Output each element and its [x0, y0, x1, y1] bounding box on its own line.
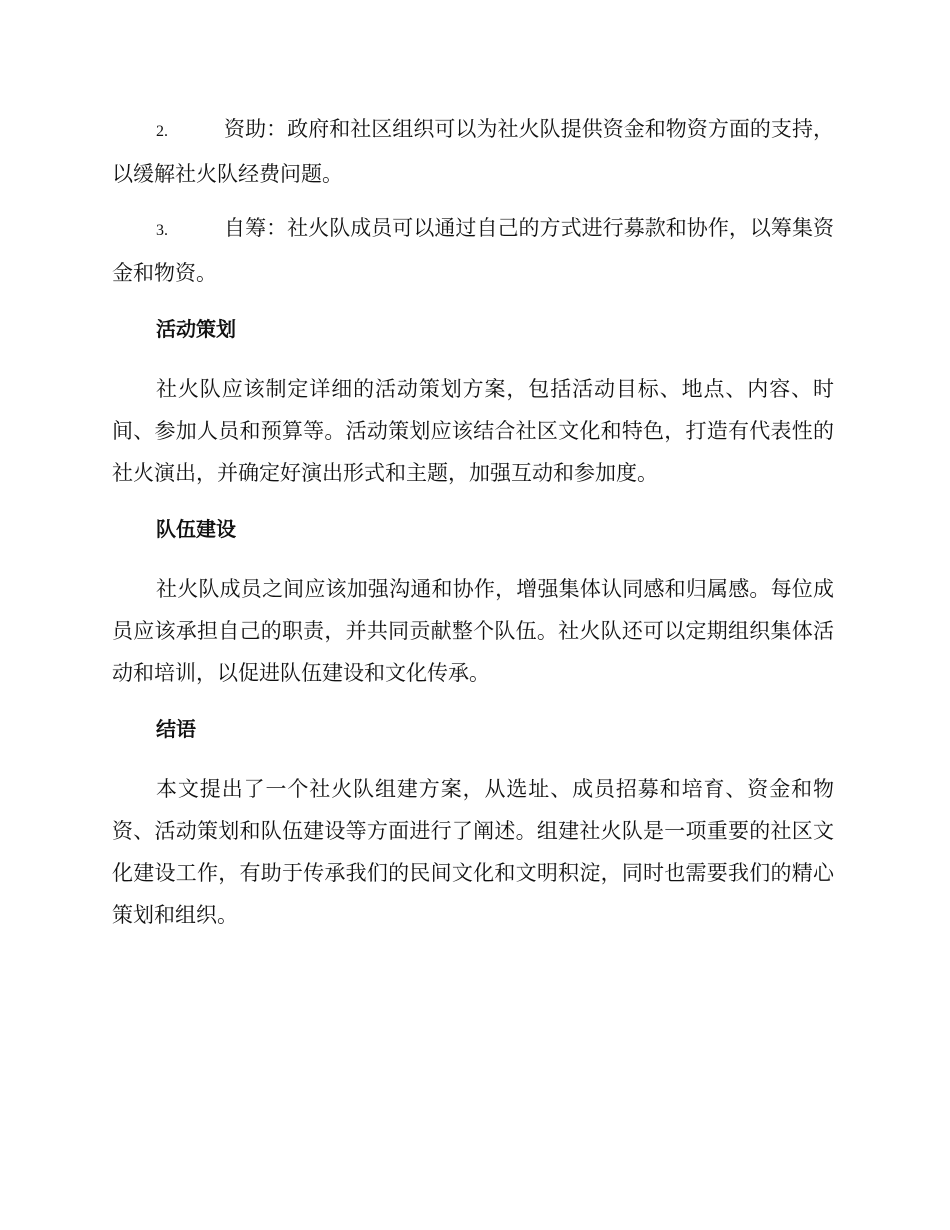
section-heading-activity-planning: 活动策划 — [156, 317, 236, 341]
list-number: 3. — [156, 222, 168, 239]
document-body — [112, 108, 834, 946]
list-number: 2. — [156, 123, 168, 140]
section-heading-team-building: 队伍建设 — [156, 517, 236, 541]
list-item-funding — [112, 108, 834, 195]
section-paragraph-activity-planning: 社火队应该制定详细的活动策划方案，包括活动目标、地点、内容、时间、参加人员和预算等。活动策划应该结合社区文化和特色，打造有代表性的社火演出，并确定好演出形式和主题，加强互动和参加度。 — [112, 377, 834, 485]
section-paragraph-team-building: 社火队成员之间应该加强沟通和协作，增强集体认同感和归属感。每位成员应该承担自己的职责，并共同贡献整个队伍。社火队还可以定期组织集体活动和培训，以促进队伍建设和文化传承。 — [112, 577, 834, 685]
section-paragraph-conclusion: 本文提出了一个社火队组建方案，从选址、成员招募和培育、资金和物资、活动策划和队伍建设等方面进行了阐述。组建社火队是一项重要的社区文化建设工作，有助于传承我们的民间文化和文明积淀，同时也需要我们的精心策划和组织。 — [112, 777, 834, 927]
list-item-self-raising — [112, 207, 834, 294]
list-text: 资助：政府和社区组织可以为社火队提供资金和物资方面的支持，以缓解社火队经费问题。 — [112, 117, 834, 186]
list-text: 自筹：社火队成员可以通过自己的方式进行募款和协作，以筹集资金和物资。 — [112, 216, 834, 285]
section-heading-conclusion: 结语 — [156, 717, 196, 741]
